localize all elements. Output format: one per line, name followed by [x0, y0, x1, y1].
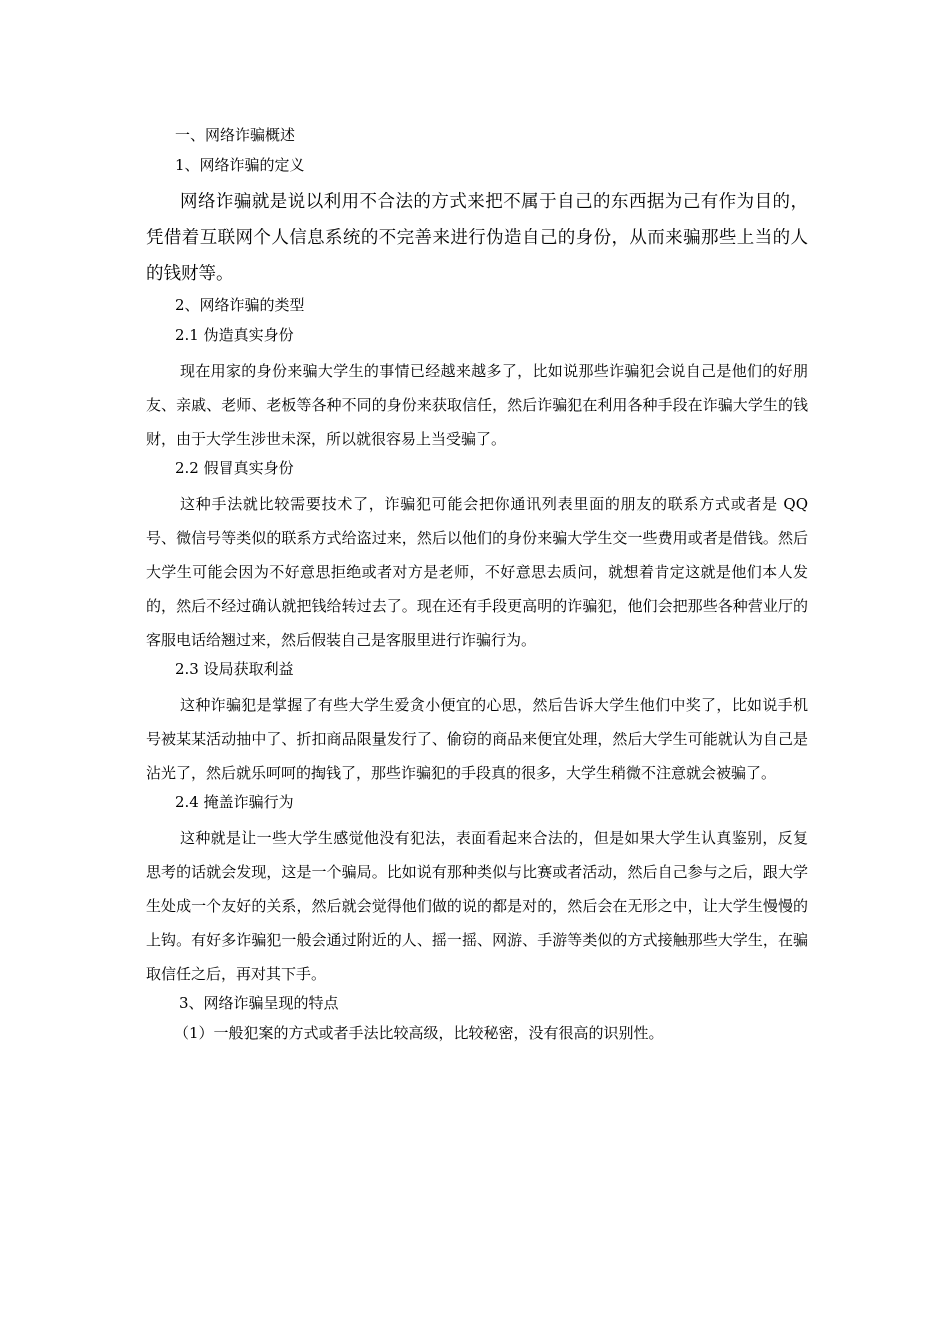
subsubsection-heading: 2.3 设局获取利益 [175, 660, 294, 678]
paragraph-2-3: 这种诈骗犯是掌握了有些大学生爱贪小便宜的心思，然后告诉大学生他们中奖了，比如说手机号被某某活动抽中了、折扣商品限量发行了、偷窃的商品来便宜处理，然后大学生可能就认为自己是沾光了，然后就乐呵呵的掏钱了，那些诈骗犯的手段真的很多，大学生稍微不注意就会被骗了。 [146, 696, 808, 782]
paragraph-2-4: 这种就是让一些大学生感觉他没有犯法，表面看起来合法的，但是如果大学生认真鉴别，反复思考的话就会发现，这是一个骗局。比如说有那种类似与比赛或者活动，然后自己参与之后，跟大学生处成一个友好的关系，然后就会觉得他们做的说的都是对的，然后会在无形之中，让大学生慢慢的上钩。有好多诈骗犯一般会通过附近的人、摇一摇、网游、手游等类似的方式接触那些大学生，在骗取信任之后，再对其下手。 [146, 829, 808, 983]
subsection-heading: 1、网络诈骗的定义 [175, 156, 305, 174]
paragraph-2-2: 这种手法就比较需要技术了，诈骗犯可能会把你通讯列表里面的朋友的联系方式或者是 QQ 号、微信号等类似的联系方式给盗过来，然后以他们的身份来骗大学生交一些费用或者是借钱。然后大学生可能会因为不好意思拒绝或者对方是老师，不好意思去质问，就想着肯定这就是他们本人发的，然后不经过确认就把钱给转过去了。现在还有手段更高明的诈骗犯，他们会把那些各种营业厅的客服电话给翘过来，然后假装自己是客服里进行诈骗行为。 [146, 495, 808, 649]
document-body [146, 124, 808, 1045]
list-item: （1）一般犯案的方式或者手法比较高级，比较秘密，没有很高的识别性。 [174, 1024, 664, 1042]
subsubsection-heading: 2.2 假冒真实身份 [175, 459, 294, 477]
paragraph-definition: 网络诈骗就是说以利用不合法的方式来把不属于自己的东西据为己有作为目的，凭借着互联网个人信息系统的不完善来进行伪造自己的身份，从而来骗那些上当的人的钱财等。 [146, 192, 808, 284]
subsection-heading: 3、网络诈骗呈现的特点 [179, 994, 339, 1012]
paragraph-2-1: 现在用家的身份来骗大学生的事情已经越来越多了，比如说那些诈骗犯会说自己是他们的好朋友、亲戚、老师、老板等各种不同的身份来获取信任，然后诈骗犯在利用各种手段在诈骗大学生的钱财，由于大学生涉世未深，所以就很容易上当受骗了。 [146, 362, 808, 448]
subsection-heading: 2、网络诈骗的类型 [175, 296, 305, 314]
subsubsection-heading: 2.4 掩盖诈骗行为 [175, 793, 294, 811]
section-heading: 一、网络诈骗概述 [175, 126, 296, 144]
subsubsection-heading: 2.1 伪造真实身份 [175, 326, 294, 344]
